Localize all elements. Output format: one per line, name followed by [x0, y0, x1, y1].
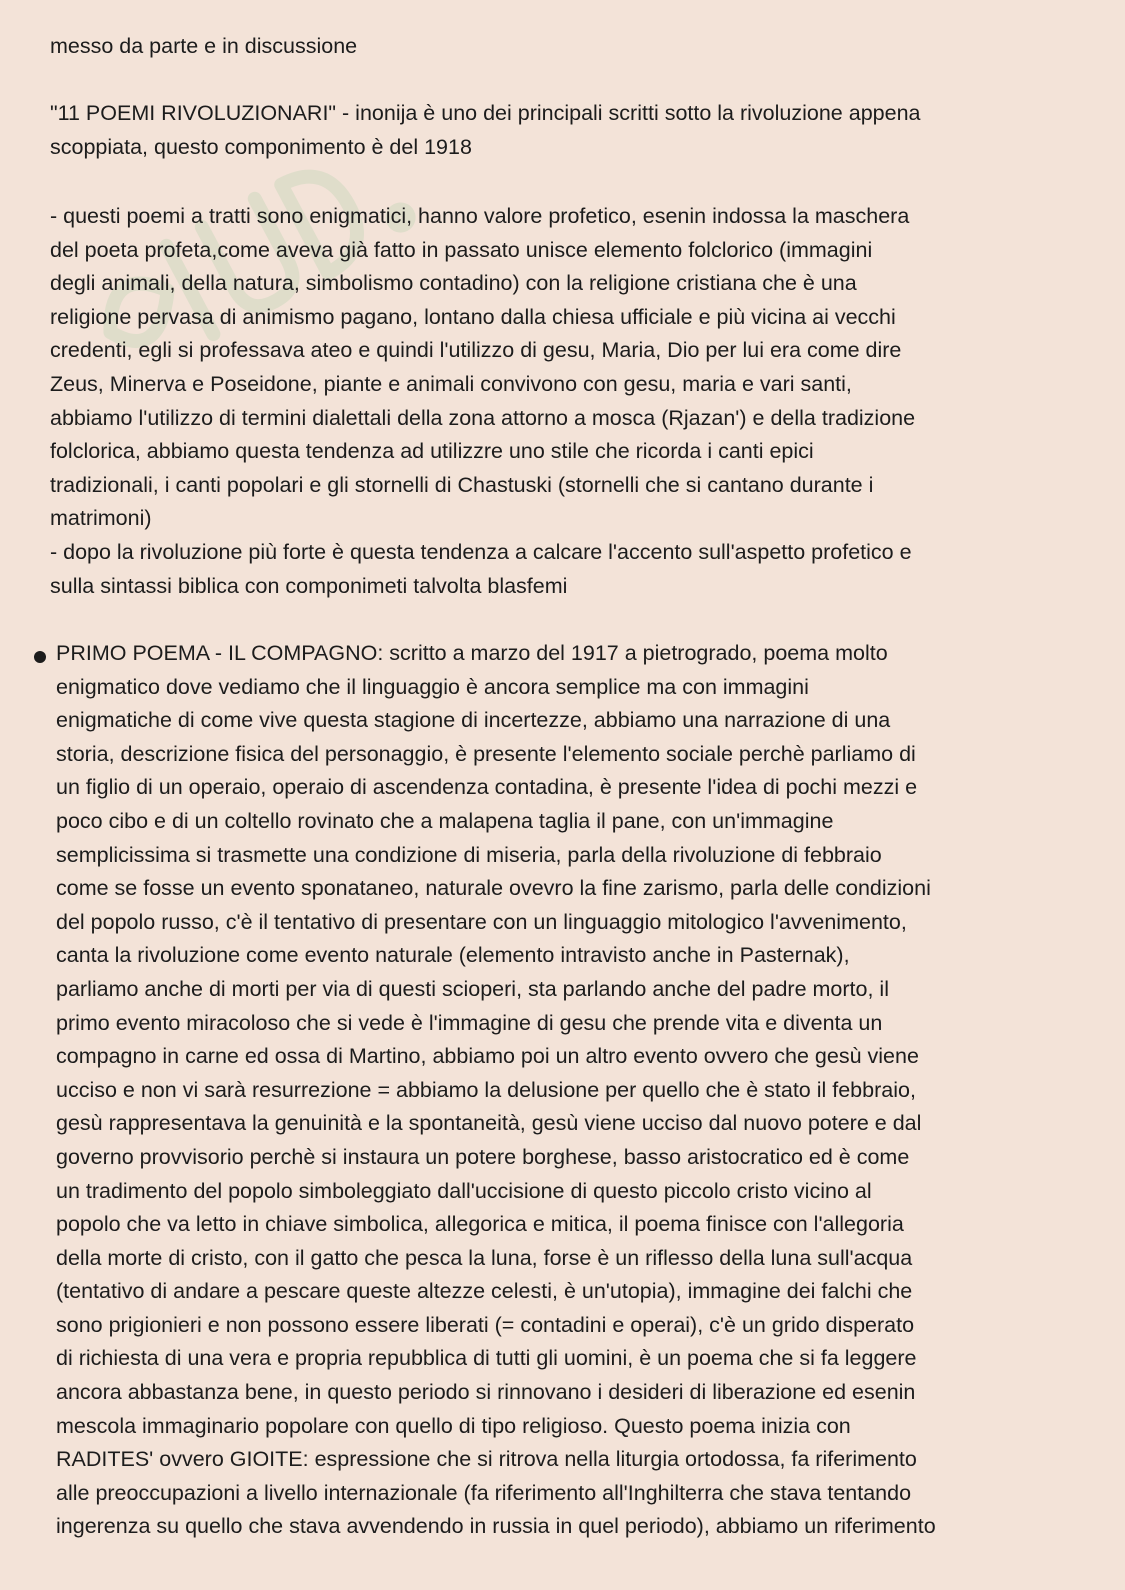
text-line: Zeus, Minerva e Poseidone, piante e animali convivono con gesu, maria e vari santi, [50, 371, 852, 396]
text-line: scoppiata, questo componimento è del 1918 [50, 134, 472, 159]
text-line: parliamo anche di morti per via di questi scioperi, sta parlando anche del padre morto, il [56, 976, 889, 1001]
text-line: semplicissima si trasmette una condizione di miseria, parla della rivoluzione di febbraio [56, 842, 882, 867]
text-line: mescola immaginario popolare con quello di tipo religioso. Questo poema inizia con [56, 1413, 851, 1438]
text-line: sono prigionieri e non possono essere liberati (= contadini e operai), c'è un grido disperato [56, 1312, 915, 1337]
text-line: di richiesta di una vera e propria repubblica di tutti gli uomini, è un poema che si fa leggere [56, 1346, 917, 1371]
text-line: enigmatiche di come vive questa stagione di incertezze, abbiamo una narrazione di una [56, 708, 891, 733]
text-line: del poeta profeta,come aveva già fatto in passato unisce elemento folclorico (immagini [50, 237, 873, 262]
text-line: - dopo la rivoluzione più forte è questa tendenza a calcare l'accento sull'aspetto profetico e [50, 539, 912, 564]
text-line: gesù rappresentava la genuinità e la spontaneità, gesù viene ucciso dal nuovo potere e dal [56, 1111, 922, 1136]
text-line: credenti, egli si professava ateo e quindi l'utilizzo di gesu, Maria, Dio per lui era come dire [50, 338, 902, 363]
text-line: degli animali, della natura, simbolismo contadino) con la religione cristiana che è una [50, 271, 857, 296]
bullet-icon [34, 651, 46, 663]
paragraph-continuation [50, 30, 1070, 64]
text-line: ingerenza su quello che stava avvendendo in russia in quel periodo), abbiamo un riferimento [56, 1514, 936, 1539]
text-line: un tradimento del popolo simboleggiato dall'uccisione di questo piccolo cristo vicino al [56, 1178, 872, 1203]
text-line: abbiamo l'utilizzo di termini dialettali della zona attorno a mosca (Rjazan') e della tradizione [50, 405, 916, 430]
text-line: tradizionali, i canti popolari e gli stornelli di Chastuski (stornelli che si cantano durante i [50, 472, 874, 497]
text-line: ucciso e non vi sarà resurrezione = abbiamo la delusione per quello che è stato il febbraio, [56, 1077, 916, 1102]
text-line: canta la rivoluzione come evento naturale (elemento intravisto anche in Pasternak), [56, 943, 850, 968]
text-line: del popolo russo, c'è il tentativo di presentare con un linguaggio mitologico l'avvenimento, [56, 909, 907, 934]
text-line: alle preoccupazioni a livello internazionale (fa riferimento all'Inghilterra che stava tentando [56, 1480, 912, 1505]
text-line: enigmatico dove vediamo che il linguaggio è ancora semplice ma con immagini [56, 674, 809, 699]
text-line: popolo che va letto in chiave simbolica, allegorica e mitica, il poema finisce con l'allegoria [56, 1212, 904, 1237]
text-line: storia, descrizione fisica del personaggio, è presente l'elemento sociale perchè parliamo di [56, 741, 916, 766]
paragraph-bullet [56, 637, 1076, 1544]
text-line: (tentativo di andare a pescare queste altezze celesti, è un'utopia), immagine dei falchi che [56, 1279, 913, 1304]
text-line: folclorica, abbiamo questa tendenza ad utilizzre uno stile che ricorda i canti epici [50, 439, 814, 464]
text-line: matrimoni) [50, 506, 152, 531]
text-line: religione pervasa di animismo pagano, lontano dalla chiesa ufficiale e più vicina ai vecchi [50, 304, 896, 329]
text-line: - questi poemi a tratti sono enigmatici, hanno valore profetico, esenin indossa la maschera [50, 204, 910, 228]
text-line: come se fosse un evento sponataneo, naturale ovevro la fine zarismo, parla delle condizioni [56, 876, 931, 901]
text-line: compagno in carne ed ossa di Martino, abbiamo poi un altro evento ovvero che gesù viene [56, 1044, 919, 1069]
text-line: messo da parte e in discussione [50, 34, 358, 58]
text-line: "11 POEMI RIVOLUZIONARI" - inonija è uno dei principali scritti sotto la rivoluzione appena [50, 101, 921, 125]
text-line: poco cibo e di un coltello rovinato che a malapena taglia il pane, con un'immagine [56, 808, 834, 833]
text-line: sulla sintassi biblica con componimeti talvolta blasfemi [50, 573, 568, 598]
text-line: RADITES' ovvero GIOITE: espressione che si ritrova nella liturgia ortodossa, fa riferimento [56, 1447, 917, 1472]
text-line: primo evento miracoloso che si vede è l'immagine di gesu che prende vita e diventa un [56, 1010, 883, 1035]
paragraph-notes [50, 200, 1070, 603]
paragraph-title [50, 97, 1070, 164]
text-line: PRIMO POEMA - IL COMPAGNO: scritto a marzo del 1917 a pietrogrado, poema molto [56, 641, 888, 665]
text-line: ancora abbastanza bene, in questo periodo si rinnovano i desideri di liberazione ed esenin [56, 1380, 916, 1405]
text-line: un figlio di un operaio, operaio di ascendenza contadina, è presente l'idea di pochi mezzi e [56, 775, 918, 800]
text-line: della morte di cristo, con il gatto che pesca la luna, forse è un riflesso della luna sull'acqua [56, 1245, 913, 1270]
text-line: governo provvisorio perchè si instaura un potere borghese, basso aristocratico ed è come [56, 1144, 910, 1169]
